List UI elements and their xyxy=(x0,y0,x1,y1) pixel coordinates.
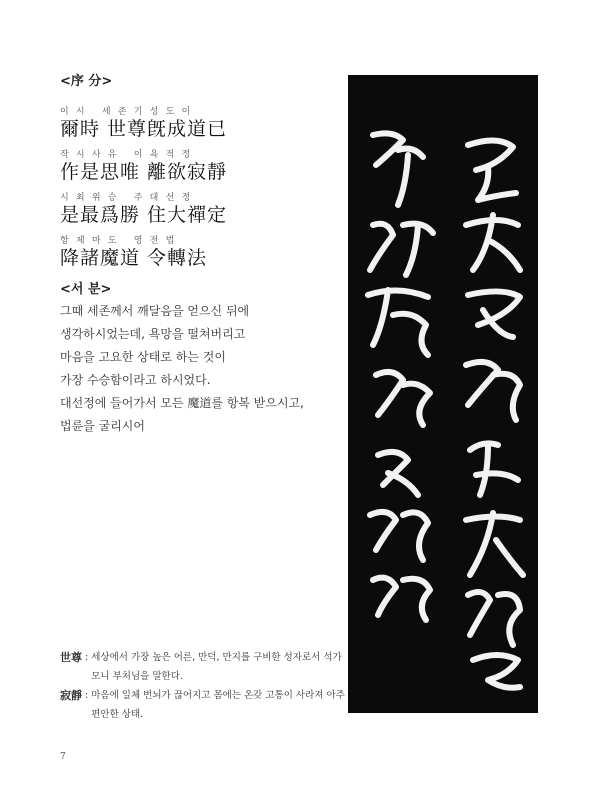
footnotes xyxy=(60,648,345,724)
translation-line: 법륜을 굴리시어 xyxy=(60,419,145,433)
verse-reading: 이 시 세 존 기 성 도 이 xyxy=(60,107,191,117)
footnote-definition: 마음에 일체 번뇌가 끊어지고 몸에는 온갖 고통이 사라져 아주 편안한 상태. xyxy=(91,690,345,720)
verse-reading: 작 시 사 유 이 욕 적 정 xyxy=(60,150,191,160)
brush-stroke xyxy=(466,215,520,270)
translation-line: 가장 수승함이라고 하시었다. xyxy=(60,373,211,387)
footnote-colon: : xyxy=(82,652,92,663)
brush-stroke xyxy=(378,452,418,495)
verse-line xyxy=(60,107,260,140)
brush-stroke xyxy=(373,133,423,205)
brush-stroke xyxy=(468,592,520,645)
brush-stroke xyxy=(473,655,520,688)
calligraphy-panel xyxy=(348,75,538,713)
brush-stroke xyxy=(373,578,430,620)
page-number: 7 xyxy=(60,752,66,762)
verse-reading: 시 최 위 승 주 대 선 정 xyxy=(60,193,191,203)
calligraphy-artwork xyxy=(348,75,538,713)
footnote-definition: 세상에서 가장 높은 어른, 만덕, 만지를 구비한 성자로서 석가모니 부처님을 말한다. xyxy=(91,652,342,682)
brush-stroke xyxy=(466,362,520,420)
brush-stroke xyxy=(370,512,428,560)
verse-line xyxy=(60,193,260,226)
brush-stroke xyxy=(368,290,428,355)
brush-stroke xyxy=(376,372,430,425)
brush-stroke xyxy=(370,224,433,275)
translation-line: 대선정에 들어가서 모든 魔道를 항복 받으시고, xyxy=(60,396,304,410)
section-title: <序 分> xyxy=(60,74,113,89)
brush-stroke xyxy=(466,513,523,575)
verse-reading: 항 제 마 도 영 전 법 xyxy=(60,236,175,246)
translation-line: 마음을 고요한 상태로 하는 것이 xyxy=(60,350,226,364)
translation-body xyxy=(60,300,330,438)
translation-title: <서 분> xyxy=(60,282,112,297)
translation-line: 생각하시었는데, 욕망을 떨쳐버리고 xyxy=(60,327,246,341)
footnote-colon: : xyxy=(82,690,92,701)
verse-line xyxy=(60,150,260,183)
footnote-term: 世尊 xyxy=(60,651,82,664)
footnote xyxy=(60,648,345,686)
verse-line xyxy=(60,236,260,269)
footnote xyxy=(60,686,345,724)
brush-stroke xyxy=(468,140,516,200)
brush-stroke xyxy=(470,443,518,495)
verse-hanja: 爾時 世尊旣成道已 xyxy=(60,118,228,140)
verse-hanja: 降諸魔道 令轉法 xyxy=(60,247,208,269)
footnote-term: 寂靜 xyxy=(60,689,82,702)
translation-line: 그때 세존께서 깨달음을 얻으신 뒤에 xyxy=(60,304,250,318)
verse-hanja: 是最爲勝 住大禪定 xyxy=(60,204,228,226)
verse-hanja: 作是思唯 離欲寂靜 xyxy=(60,161,228,183)
brush-stroke xyxy=(468,291,520,337)
